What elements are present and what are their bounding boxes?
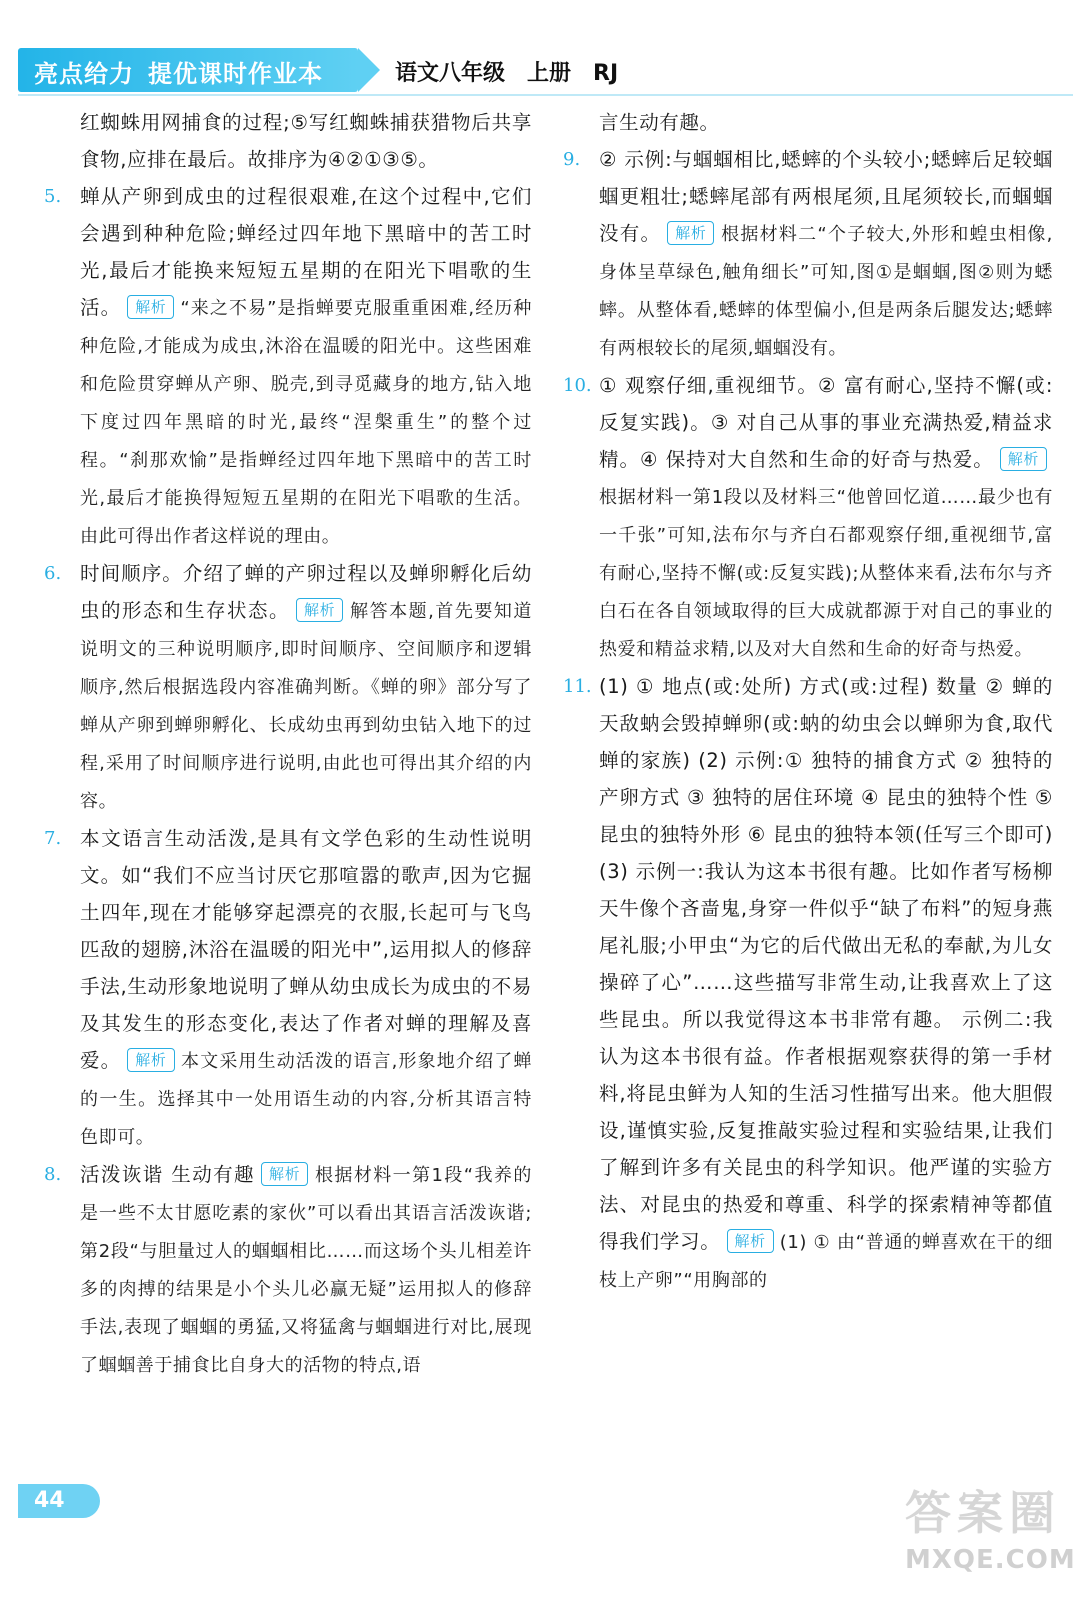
right-column <box>563 104 1053 1299</box>
analysis-text: (1) ① 由“普通的蝉喜欢在干的细枝上产卵”“用胸部的 <box>599 1232 1053 1291</box>
answer-body: 时间顺序。介绍了蝉的产卵过程以及蝉卵孵化后幼虫的形态和生存状态。 <box>80 562 532 622</box>
analysis-text: “来之不易”是指蝉要克服重重困难,经历种种危险,才能成为成虫,沐浴在温暖的阳光中。这些困难和危险贯穿蝉从产卵、脱壳,到寻觅藏身的地方,钻入地下度过四年黑暗的时光,最终“涅槃重生”的整个过程。“刹那欢愉”是指蝉经过四年地下黑暗中的苦工时光,最后才能换得短短五星期的在阳光下唱歌的生活。由此可得出作者这样说的理由。 <box>80 298 533 547</box>
analysis-tag: 解析 <box>727 1229 774 1253</box>
answer-text <box>599 367 1053 668</box>
edition: RJ <box>593 61 619 86</box>
answer-8 <box>44 1156 532 1384</box>
continued-text: 红蜘蛛用网捕食的过程;⑤写红蜘蛛捕获猎物后共享食物,应排在最后。故排序为④②①③⑤。 <box>80 111 532 171</box>
question-number: 6. <box>44 563 62 584</box>
answer-body: (1) ① 地点(或:处所) 方式(或:过程) 数量 ② 蝉的天敌蚋会毁掉蝉卵(或:蚋的幼虫会以蝉卵为食,取代蝉的家族) (2) 示例:① 独特的捕食方式 ② 独特的产卵方式 ③ 独特的居住环境 ④ 昆虫的独特个性 ⑤ 昆虫的独特外形 ⑥ 昆虫的独特本领(任写三个即可) (3) 示例一:我认为这本书很有趣。比如作者写杨柳天牛像个吝啬鬼,身穿一件似乎“缺了布料”的短身燕尾礼服;小甲虫“为它的后代做出无私的奉献,为儿女操碎了心”……这些描写非常生动,让我喜欢上了这些昆虫。所以我觉得这本书非常有趣。 示例二:我认为这本书很有益。作者根据观察获得的第一手材料,将昆虫鲜为人知的生活习性描写出来。他大胆假设,谨慎实验,反复推敲实验过程和实验结果,让我们了解到许多有关昆虫的科学知识。他严谨的实验方法、对昆虫的热爱和尊重、科学的探索精神等都值得我们学习。 <box>599 675 1053 1253</box>
answer-body: 本文语言生动活泼,是具有文学色彩的生动性说明文。如“我们不应当讨厌它那喧嚣的歌声,因为它掘土四年,现在才能够穿起漂亮的衣服,长起可与飞鸟匹敌的翅膀,沐浴在温暖的阳光中”,运用拟人的修辞手法,生动形象地说明了蝉从幼虫成长为成虫的不易及其发生的形态变化,表达了作者对蝉的理解及喜爱。 <box>80 827 532 1072</box>
header-divider <box>18 94 1073 96</box>
brand-text <box>34 54 323 89</box>
answer-6 <box>44 555 532 820</box>
watermark-url: MXQE.COM <box>905 1545 1076 1575</box>
analysis-tag: 解析 <box>261 1162 308 1186</box>
answer-body: 蝉从产卵到成虫的过程很艰难,在这个过程中,它们会遇到种种危险;蝉经过四年地下黑暗中的苦工时光,最后才能换来短短五星期的在阳光下唱歌的生活。 <box>80 185 532 319</box>
answer-text <box>599 668 1053 1299</box>
answer-body: ② 示例:与蝈蝈相比,蟋蟀的个头较小;蟋蟀后足较蝈蝈更粗壮;蟋蟀尾部有两根尾须,且尾须较长,而蝈蝈没有。 <box>599 148 1053 245</box>
answer-body: 活泼诙谐 生动有趣 <box>80 1163 255 1186</box>
brand-name: 亮点给力 <box>34 60 134 88</box>
analysis-tag: 解析 <box>1000 447 1047 471</box>
answer-body: ① 观察仔细,重视细节。② 富有耐心,坚持不懈(或:反复实践)。③ 对自己从事的事业充满热爱,精益求精。④ 保持对大自然和生命的好奇与热爱。 <box>599 374 1053 471</box>
question-number: 10. <box>563 375 592 396</box>
answer-text <box>80 820 532 1156</box>
series-name: 提优课时作业本 <box>148 60 323 88</box>
answer-11 <box>563 668 1053 1299</box>
answer-text <box>80 178 532 555</box>
analysis-tag: 解析 <box>127 1048 174 1072</box>
subject-grade: 语文八年级 <box>395 61 506 86</box>
analysis-tag: 解析 <box>667 221 714 245</box>
volume: 上册 <box>527 61 572 86</box>
question-number: 8. <box>44 1164 62 1185</box>
answer-text <box>80 1156 532 1384</box>
answer-10 <box>563 367 1053 668</box>
question-number: 5. <box>44 186 62 207</box>
answer-text <box>599 141 1053 367</box>
analysis-tag: 解析 <box>127 295 174 319</box>
question-number: 7. <box>44 828 62 849</box>
analysis-text: 本文采用生动活泼的语言,形象地介绍了蝉的一生。选择其中一处用语生动的内容,分析其语言特色即可。 <box>80 1051 532 1148</box>
analysis-text: 解答本题,首先要知道说明文的三种说明顺序,即时间顺序、空间顺序和逻辑顺序,然后根据选段内容准确判断。《蝉的卵》部分写了蝉从产卵到蝉卵孵化、长成幼虫再到幼虫钻入地下的过程,采用了时间顺序进行说明,由此也可得出其介绍的内容。 <box>80 601 532 812</box>
answer-9 <box>563 141 1053 367</box>
left-column <box>44 104 532 1384</box>
answer-text <box>80 555 532 820</box>
question-number: 11. <box>563 676 592 697</box>
analysis-text: 根据材料二“个子较大,外形和蝗虫相像,身体呈草绿色,触角细长”可知,图①是蝈蝈,图②则为蟋蟀。从整体看,蟋蟀的体型偏小,但是两条后腿发达;蟋蟀有两根较长的尾须,蝈蝈没有。 <box>599 224 1053 359</box>
watermark-main: 答案圈 <box>905 1486 1061 1540</box>
analysis-tag: 解析 <box>296 598 343 622</box>
page-number: 44 <box>18 1484 100 1518</box>
analysis-text: 根据材料一第1段“我养的是一些不太甘愿吃素的家伙”可以看出其语言活泼诙谐;第2段“与胆量过人的蝈蝈相比……而这场个头儿相差许多的肉搏的结果是小个头儿必赢无疑”运用拟人的修辞手法,表现了蝈蝈的勇猛,又将猛禽与蝈蝈进行对比,展现了蝈蝈善于捕食比自身大的活物的特点,语 <box>80 1165 532 1376</box>
answer-7 <box>44 820 532 1156</box>
analysis-text: 根据材料一第1段以及材料三“他曾回忆道……最少也有一千张”可知,法布尔与齐白石都观察仔细,重视细节,富有耐心,坚持不懈(或:反复实践);从整体来看,法布尔与齐白石在各自领域取得的巨大成就都源于对自己的事业的热爱和精益求精,以及对大自然和生命的好奇与热爱。 <box>599 487 1053 660</box>
book-title <box>395 56 640 87</box>
continued-text: 言生动有趣。 <box>599 111 720 134</box>
page-header <box>0 0 1091 96</box>
question-number: 9. <box>563 149 581 170</box>
watermark-logo <box>905 1483 1075 1593</box>
answer-5 <box>44 178 532 555</box>
